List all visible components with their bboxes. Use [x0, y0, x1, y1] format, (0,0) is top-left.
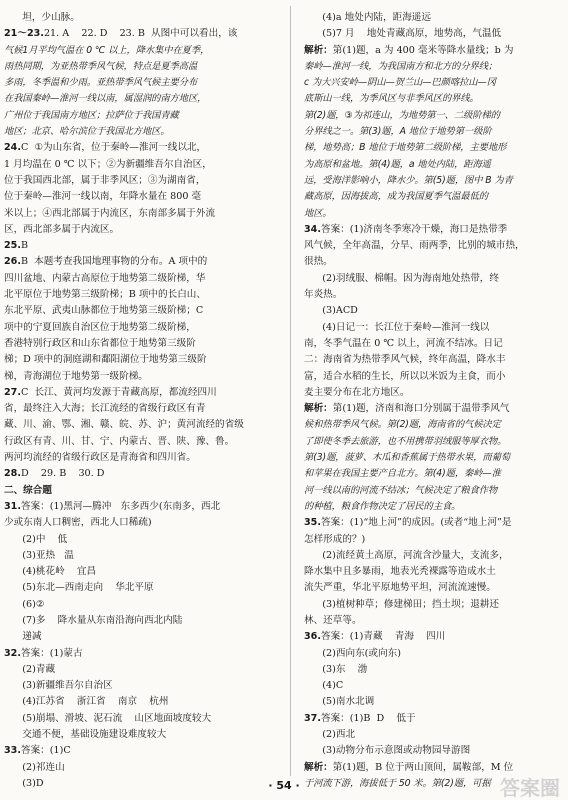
line-text: (2)羽绒服、棉帽。因为海南地处热带，终: [304, 272, 499, 284]
line-text: (3)ACD: [304, 305, 358, 317]
line-text: 第(1)题，a 为 400 毫米等降水量线；b 为: [332, 44, 514, 56]
text-line: [4, 580, 266, 596]
text-line: [4, 173, 266, 189]
line-text: (3)D: [4, 777, 44, 789]
text-line: [304, 320, 566, 336]
text-line: [4, 238, 266, 254]
text-line: [4, 532, 266, 548]
text-line: [304, 91, 566, 107]
line-text: 二：海南省为热带季风气候，终年高温，降水丰: [304, 354, 506, 366]
text-line: [4, 59, 266, 75]
item-number: 24.: [4, 142, 21, 154]
line-text: 南，冬季气温在 0 ℃ 以上，河流不结冰。日记: [304, 337, 503, 349]
text-line: [4, 303, 266, 319]
text-line: [304, 434, 566, 450]
text-line: [4, 385, 266, 401]
text-line: [4, 140, 266, 156]
text-line: [304, 189, 566, 205]
line-text: 二、综合题: [4, 484, 52, 496]
text-line: [4, 727, 266, 743]
text-line: [304, 743, 566, 759]
line-text: 位于我国西北部，属于非季风区；③为湖南省，: [4, 174, 206, 186]
line-text: B 本题考查我国地理事物的分布。A 项中的: [21, 256, 208, 268]
line-text: c 为大兴安岭—阴山—贺兰山—巴颜喀拉山—冈: [304, 77, 496, 89]
line-text: C 长江、黄河均发源于青藏高原，都流经四川: [21, 386, 217, 398]
line-text: 分界线之一。第(3)题，A 地位于地势第一级阶: [304, 126, 492, 138]
line-text: (6)②: [4, 598, 45, 610]
item-number: 34.: [304, 223, 321, 235]
line-text: 米以上；④西北部属于内流区，东南部多属于外流: [4, 207, 216, 219]
line-text: 项中的宁夏回族自治区位于地势第二级阶梯，: [4, 321, 196, 333]
text-line: [304, 678, 566, 694]
line-text: (2)西向东(或向东): [304, 647, 401, 659]
item-number: 27.: [4, 386, 21, 398]
line-text: B: [21, 240, 29, 252]
line-text: 梯；D 项中的洞庭湖和鄱阳湖位于地势第三级阶: [4, 354, 207, 366]
text-line: [304, 222, 566, 238]
text-line: [4, 75, 266, 91]
text-line: [304, 43, 566, 59]
line-text: (2)青藏: [4, 663, 56, 675]
text-line: [304, 499, 566, 515]
text-line: [4, 369, 266, 385]
line-text: 广州位于我国南方地区；拉萨位于我国青藏: [4, 109, 179, 121]
line-text: 行政区有青、川、甘、宁、内蒙古、晋、陕、豫、鲁。: [4, 435, 235, 447]
text-line: [304, 646, 566, 662]
line-text: 梯，青海湖位于地势第一级阶梯。: [4, 370, 148, 382]
line-text: 风气候，全年高温，分旱、雨两季，比别的城市热，: [304, 240, 525, 252]
line-text: 藏、川、渝、鄂、湘、赣、皖、苏、沪；黄河流经的省级: [4, 419, 244, 431]
text-line: [304, 10, 566, 26]
line-text: 交通不便，基础设施建设难度较大: [4, 729, 167, 741]
text-line: [4, 499, 266, 515]
line-text: 的种植，粮食作物决定了居民的主食。: [304, 500, 461, 512]
text-line: [4, 91, 266, 107]
line-text: (3)亚热 温: [4, 549, 74, 561]
line-text: 答案：(1)蒙古: [21, 647, 83, 659]
line-text: 坦，少山脉。: [4, 12, 80, 23]
text-line: [304, 597, 566, 613]
line-text: 很热。: [304, 256, 333, 268]
line-text: 两河均流经的省级行政区是青海省和四川省。: [4, 452, 196, 464]
text-line: [304, 75, 566, 91]
text-line: [4, 434, 266, 450]
text-line: [304, 694, 566, 710]
item-number: 21～23.: [4, 28, 44, 40]
line-text: (2)祁连山: [4, 761, 65, 773]
line-text: 东北平原、武夷山脉都位于地势第三级阶梯；C: [4, 305, 204, 317]
text-line: [304, 483, 566, 499]
line-text: 多雨，冬季温和少雨。亚热带季风气候主要分布: [4, 77, 198, 89]
text-line: [4, 466, 266, 482]
text-line: [304, 108, 566, 124]
text-line: [304, 564, 566, 580]
line-text: (5)南水北调: [304, 696, 375, 708]
text-line: [304, 336, 566, 352]
line-text: (3)新疆维吾尔自治区: [4, 680, 113, 692]
text-line: [4, 157, 266, 173]
item-number: 37.: [304, 712, 321, 724]
line-text: 递减: [4, 631, 42, 643]
line-text: 21. A 22. D 23. B 从图中可以看出，该: [43, 28, 238, 40]
line-text: 藏高原，因海拔高，成为我国夏季气温最低的: [304, 191, 488, 203]
text-line: [4, 271, 266, 287]
line-text: 位于秦岭—淮河一线以南，年降水量在 800 毫: [4, 191, 202, 203]
text-line: [4, 189, 266, 205]
line-text: 年炎热。: [304, 289, 343, 301]
line-text: (5)7 月 地处青藏高原，地势高，气温低: [304, 28, 502, 40]
line-text: (3)动物分布示意图或动物园导游图: [304, 745, 471, 757]
item-number: 25.: [4, 240, 21, 252]
line-text: 气候1月平均气温在 0 ℃ 以上，降水集中在夏季，: [4, 44, 210, 56]
left-column: [4, 10, 266, 792]
text-line: [4, 564, 266, 580]
line-text: 第(2)题，③为祁连山，为地势第一、二级阶梯的: [304, 109, 500, 121]
item-number: 解析：: [304, 403, 333, 415]
text-line: [4, 336, 266, 352]
line-text: (4)a 地处内陆，距海遥远: [304, 12, 431, 23]
line-text: 香港特别行政区和山东省都位于地势第三级阶: [4, 337, 196, 349]
line-text: (4)C: [304, 680, 344, 692]
line-text: (3)东 渤: [304, 663, 368, 675]
item-number: 解析：: [304, 44, 333, 56]
item-number: 36.: [304, 631, 321, 643]
item-number: 28.: [4, 468, 21, 480]
line-text: 于河流下游，海拔低于 50 米。第(2)题，可据: [304, 777, 491, 789]
item-number: 解析：: [304, 761, 333, 773]
line-text: 少或东南人口稠密，西北人口稀疏): [4, 517, 152, 529]
line-text: 怎样形成的？): [304, 533, 366, 545]
line-text: 降水集中且多暴雨，地表光秃裸露等造成水土: [304, 566, 496, 578]
text-line: [4, 222, 266, 238]
text-line: [304, 401, 566, 417]
text-line: [304, 173, 566, 189]
line-text: (2)流经黄土高原，河流含沙量大，支流多，: [304, 549, 509, 561]
line-text: 答案：(1)青藏 青海 四川: [321, 631, 446, 643]
text-line: [304, 140, 566, 156]
text-line: [4, 548, 266, 564]
line-text: 答案：(1)黑河—腾冲 东多西少(东南多，西北: [21, 500, 221, 512]
line-text: (5)东北—西南走向 华北平原: [4, 582, 154, 594]
item-number: 31.: [4, 500, 21, 512]
line-text: 区，西北部多属于内流区。: [4, 223, 120, 235]
text-line: [4, 417, 266, 433]
line-text: 流失严重，华北平原地势平坦，河流流速慢。: [304, 582, 496, 594]
line-text: 答案：(1)C: [21, 745, 71, 757]
text-line: [4, 124, 266, 140]
text-line: [4, 629, 266, 645]
line-text: (4)日记一：长江位于秦岭—淮河一线以: [304, 321, 490, 333]
text-line: [304, 580, 566, 596]
text-line: [4, 320, 266, 336]
line-text: 第(3)题，菠萝、木瓜和香蕉属于热带水果，而葡萄: [304, 452, 511, 464]
line-text: 河一线以南的河流不结冰；气候决定了粮食作物: [304, 484, 498, 496]
text-line: [304, 760, 566, 776]
line-text: 答案：(1)B D 低于: [321, 712, 416, 724]
line-text: 第(1)题，济南和海口分别属于温带季风气: [332, 403, 510, 415]
line-text: 1 月均温在 0 ℃ 以下；②为新疆维吾尔自治区，: [4, 158, 212, 170]
line-text: (5)崩塌、滑坡、泥石流 山区地面坡度较大: [4, 712, 212, 724]
text-line: [4, 760, 266, 776]
text-line: [4, 515, 266, 531]
text-line: [304, 238, 566, 254]
text-line: [304, 26, 566, 42]
text-line: [304, 59, 566, 75]
text-line: [4, 206, 266, 222]
item-number: 33.: [4, 745, 21, 757]
text-line: [4, 711, 266, 727]
text-line: [4, 646, 266, 662]
line-text: C ①为山东省，位于秦岭—淮河一线以北，: [21, 142, 207, 154]
text-line: [4, 483, 266, 499]
line-text: 地区；北京、哈尔滨位于我国北方地区。: [4, 126, 170, 138]
text-line: [304, 466, 566, 482]
text-line: [304, 124, 566, 140]
watermark: 答案圈: [500, 775, 560, 800]
line-text: 第(1)题，B 位于两山顶间，属鞍部，M 位: [332, 761, 514, 773]
line-text: (4)江苏省 浙江省 南京 杭州: [4, 696, 169, 708]
text-line: [4, 678, 266, 694]
line-text: 答案：(1)“地上河”的成因。(或者“地上河”是: [321, 517, 512, 529]
text-line: [304, 727, 566, 743]
text-line: [304, 369, 566, 385]
line-text: 省，最终注入大海；长江流经的省级行政区有青: [4, 403, 206, 415]
line-text: 富，适合水稻的生长，所以以米饭为主食，而小: [304, 370, 506, 382]
item-number: 35.: [304, 517, 321, 529]
line-text: 地区。: [304, 207, 332, 219]
line-text: 雨热同期，为亚热带季风气候，特点是夏季高温: [4, 60, 198, 72]
text-line: [304, 352, 566, 368]
line-text: (3)植树种草；修建梯田；挡土坝；退耕还: [304, 598, 499, 610]
line-text: 四川盆地、内蒙古高原位于地势第二级阶梯，华: [4, 272, 206, 284]
item-number: 32.: [4, 647, 21, 659]
text-line: [4, 108, 266, 124]
line-text: 秦岭—淮河一线，为我国南方和北方的分界线；: [304, 60, 498, 72]
line-text: 候和热带季风气候。第(2)题，海南省的气候决定: [304, 419, 501, 431]
text-line: [304, 417, 566, 433]
line-text: (2)西北: [304, 729, 356, 741]
line-text: 梯，地势高；B 地位于地势第二级阶梯，主要地形: [304, 142, 507, 154]
text-line: [304, 385, 566, 401]
line-text: 北平原位于地势第三级阶梯；B 项中的长白山、: [4, 289, 206, 301]
text-line: [304, 613, 566, 629]
line-text: 在我国秦岭—淮河一线以南，属湿润的南方地区，: [4, 93, 207, 105]
text-line: [304, 303, 566, 319]
text-line: [304, 254, 566, 270]
text-line: [304, 287, 566, 303]
line-text: 答案：(1)济南冬季寒冷干燥，海口是热带季: [321, 223, 508, 235]
line-text: 了即使冬季去旅游，也不用携带羽绒服等厚衣物。: [304, 435, 507, 447]
line-text: (7)多 降水量从东南沿海向西北内陆: [4, 614, 183, 626]
line-text: 为高原和盆地。第(4)题，a 地处内陆，距海遥: [304, 158, 491, 170]
text-line: [4, 401, 266, 417]
text-line: [304, 157, 566, 173]
text-line: [304, 662, 566, 678]
line-text: 麦主要分布在北方地区。: [304, 386, 410, 398]
line-text: 远，受海洋影响小，降水少。第(5)题，图中 B 为青: [304, 174, 513, 186]
text-line: [4, 450, 266, 466]
text-line: [304, 548, 566, 564]
text-line: [4, 694, 266, 710]
text-line: [4, 254, 266, 270]
item-number: 26.: [4, 256, 21, 268]
line-text: D 29. B 30. D: [21, 468, 105, 480]
line-text: (2)中 低: [4, 533, 68, 545]
text-line: [304, 206, 566, 222]
text-line: [4, 743, 266, 759]
line-text: 和苹果在我国主要产自北方。第(4)题，秦岭—淮: [304, 468, 501, 480]
page-number: · 54 ·: [268, 779, 300, 792]
text-line: [304, 271, 566, 287]
right-column: [304, 10, 566, 792]
text-line: [4, 287, 266, 303]
line-text: 底斯山一线，为季风区与非季风区的界线。: [304, 93, 479, 105]
text-line: [304, 629, 566, 645]
text-line: [4, 26, 266, 42]
line-text: 林、还草等。: [304, 614, 362, 626]
text-line: [4, 597, 266, 613]
text-line: [304, 532, 566, 548]
text-line: [4, 43, 266, 59]
text-line: [4, 352, 266, 368]
line-text: (4)桃花岭 宜昌: [4, 566, 97, 578]
text-line: [4, 662, 266, 678]
text-line: [304, 450, 566, 466]
column-divider: [290, 6, 291, 776]
text-line: [304, 711, 566, 727]
text-line: [4, 613, 266, 629]
text-line: [304, 515, 566, 531]
text-line: [4, 10, 266, 26]
